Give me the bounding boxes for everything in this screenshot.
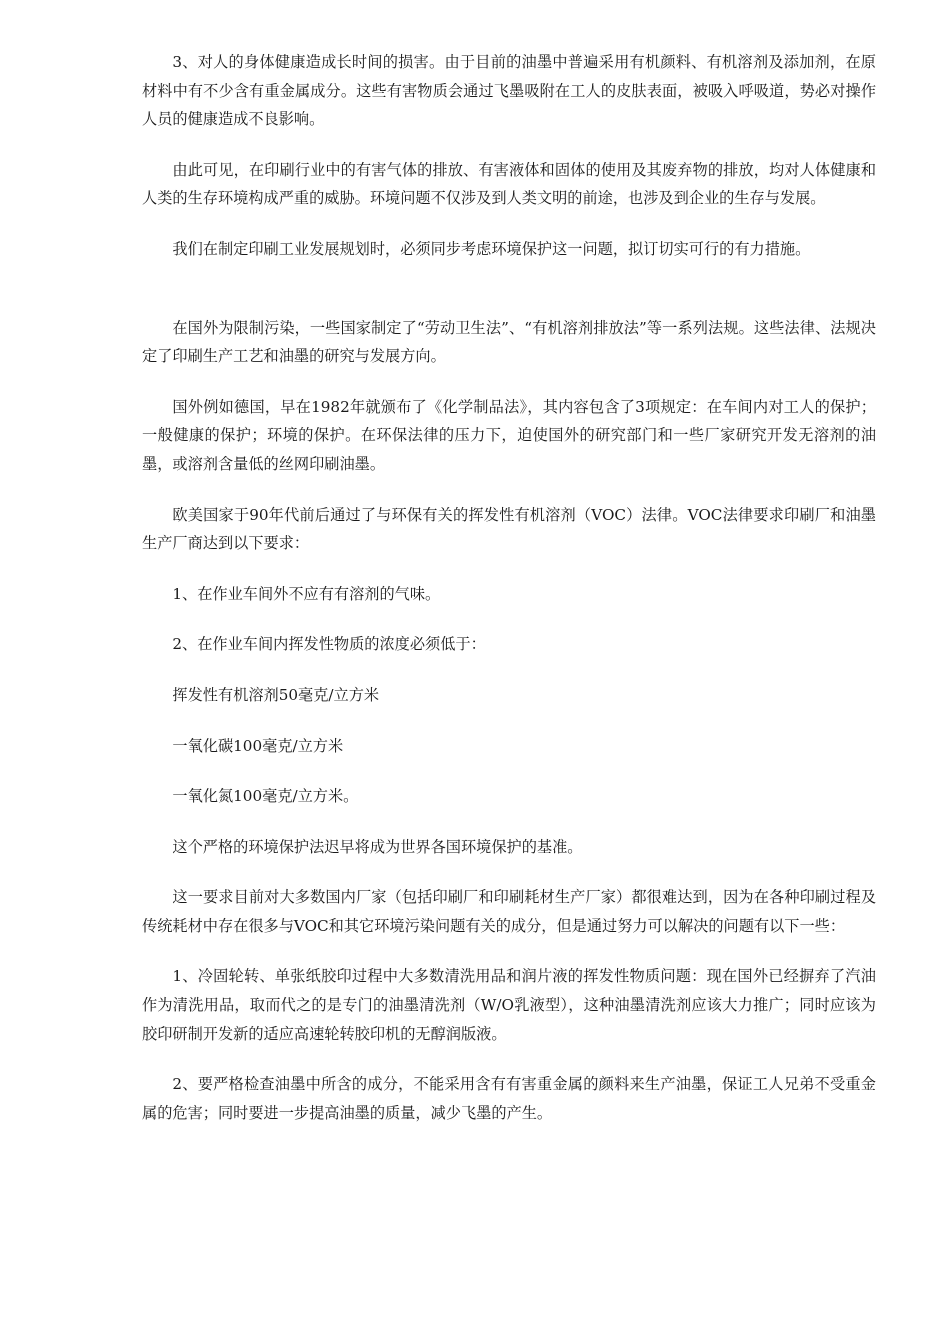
paragraph-planning-measures: 我们在制定印刷工业发展规划时，必须同步考虑环境保护这一问题，拟订切实可行的有力措施。 bbox=[172, 239, 811, 258]
paragraph-foreign-regulations: 在国外为限制污染，一些国家制定了“劳动卫生法”、“有机溶剂排放法”等一系列法规。这些法律、法规决定了印刷生产工艺和油墨的研究与发展方向。 bbox=[142, 318, 876, 366]
paragraph-domestic-difficulty: 这一要求目前对大多数国内厂家（包括印刷厂和印刷耗材生产厂家）都很难达到，因为在各种印刷过程及传统耗材中存在很多与VOC和其它环境污染问题有关的成分，但是通过努力可以解决的问题有以下一些： bbox=[142, 888, 876, 935]
list-item-no-solvent-odor: 1、在作业车间外不应有有溶剂的气味。 bbox=[172, 584, 441, 603]
list-item-ink-composition: 2、要严格检查油墨中所含的成分，不能采用含有有害重金属的颜料来生产油墨，保证工人兄弟不受重金属的危害；同时要进一步提高油墨的质量，减少飞墨的产生。 bbox=[142, 1075, 876, 1122]
limit-carbon-monoxide: 一氧化碳100毫克/立方米 bbox=[172, 736, 344, 755]
paragraph-environment-threat: 由此可见，在印刷行业中的有害气体的排放、有害液体和固体的使用及其废弃物的排放，均对人体健康和人类的生存环境构成严重的威胁。环境问题不仅涉及到人类文明的前途，也涉及到企业的生存与发展。 bbox=[142, 160, 876, 208]
limit-nitric-oxide: 一氧化氮100毫克/立方米。 bbox=[172, 787, 359, 806]
document-page bbox=[142, 48, 876, 1127]
paragraph-germany-law: 国外例如德国，早在1982年就颁布了《化学制品法》，其内容包含了3项规定：在车间内对工人的保护；一般健康的保护；环境的保护。在环保法律的压力下，迫使国外的研究部门和一些厂家研究开发无溶剂的油墨，或溶剂含量低的丝网印刷油墨。 bbox=[142, 397, 876, 473]
limit-voc: 挥发性有机溶剂50毫克/立方米 bbox=[172, 685, 380, 704]
paragraph-voc-law: 欧美国家于90年代前后通过了与环保有关的挥发性有机溶剂（VOC）法律。VOC法律要求印刷厂和油墨生产厂商达到以下要求： bbox=[142, 505, 876, 553]
paragraph-global-standard: 这个严格的环境保护法迟早将成为世界各国环境保护的基准。 bbox=[172, 837, 583, 856]
list-item-concentration-limit: 2、在作业车间内挥发性物质的浓度必须低于： bbox=[172, 635, 486, 654]
list-item-cleaning-products: 1、冷固轮转、单张纸胶印过程中大多数清洗用品和润片液的挥发性物质问题：现在国外已经摒弃了汽油作为清洗用品，取而代之的是专门的油墨清洗剂（W/O乳液型），这种油墨清洗剂应该大力推广；同时应该为胶印研制开发新的适应高速轮转胶印机的无醇润版液。 bbox=[142, 967, 876, 1043]
paragraph-health-damage: 3、对人的身体健康造成长时间的损害。由于目前的油墨中普遍采用有机颜料、有机溶剂及添加剂，在原材料中有不少含有重金属成分。这些有害物质会通过飞墨吸附在工人的皮肤表面，被吸入呼吸道，势必对操作人员的健康造成不良影响。 bbox=[142, 53, 876, 129]
